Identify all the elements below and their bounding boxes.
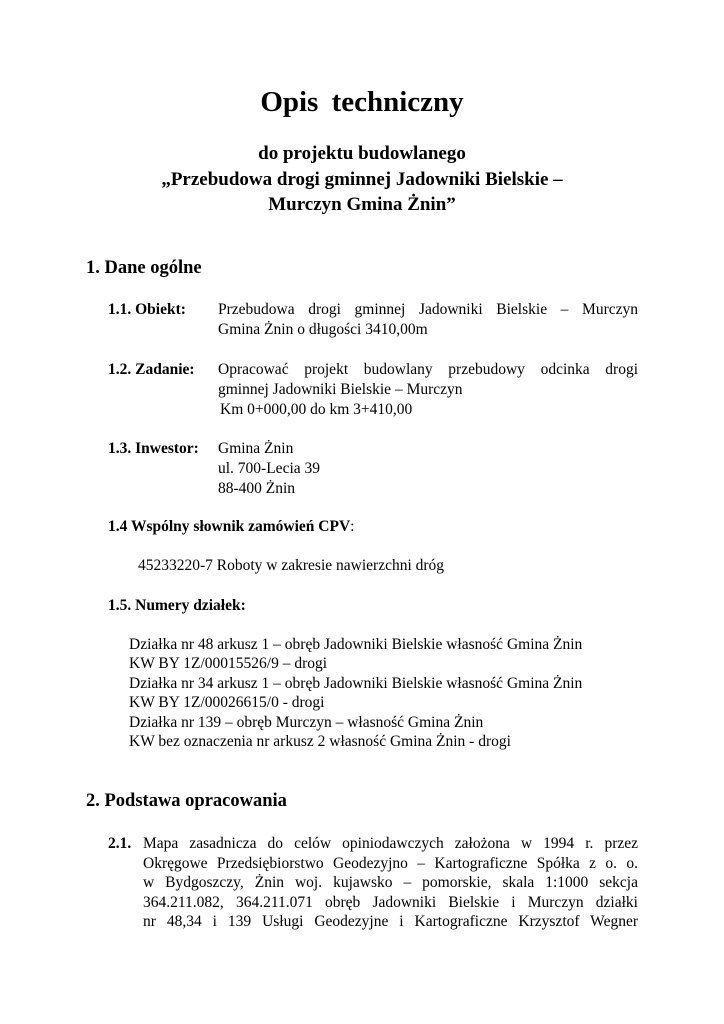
item-2-1-line-5: nr 48,34 i 139 Usługi Geodezyjne i Kartograficzne Krzysztof Wegner bbox=[143, 913, 638, 930]
item-2-1-line-3: w Bydgoszczy, Żnin woj. kujawsko – pomorskie, skala 1:1000 sekcja bbox=[143, 874, 638, 891]
subtitle-line-1: do projektu budowlanego bbox=[258, 143, 466, 164]
zadanie-label: 1.2. Zadanie: bbox=[108, 361, 195, 378]
dzialki-line-4: KW BY 1Z/00026615/0 - drogi bbox=[129, 694, 325, 711]
obiekt-label: 1.1. Obiekt: bbox=[108, 301, 186, 318]
inwestor-line-3: 88-400 Żnin bbox=[218, 480, 296, 497]
cpv-label: 1.4 Wspólny słownik zamówień CPV bbox=[108, 518, 351, 535]
item-2-1-line-4: 364.211.082, 364.211.071 obręb Jadowniki Bielskie i Murczyn działki bbox=[143, 894, 638, 911]
cpv-heading bbox=[108, 518, 354, 536]
dzialki-line-2: KW BY 1Z/00015526/9 – drogi bbox=[129, 655, 328, 672]
dzialki-line-1: Działka nr 48 arkusz 1 – obręb Jadowniki Bielskie własność Gmina Żnin bbox=[129, 636, 583, 653]
cpv-colon: : bbox=[350, 518, 355, 535]
inwestor-line-1: Gmina Żnin bbox=[218, 440, 294, 457]
inwestor-line-2: ul. 700-Lecia 39 bbox=[218, 460, 321, 477]
item-2-1-line-2: Okręgowe Przedsiębiorstwo Geodezyjno – Kartograficzne Spółka z o. o. bbox=[143, 855, 638, 872]
obiekt-line-2: Gmina Żnin o długości 3410,00m bbox=[218, 321, 428, 338]
zadanie-line-1: Opracować projekt budowlany przebudowy odcinka drogi bbox=[218, 361, 638, 378]
document-title: Opis techniczny bbox=[260, 86, 464, 118]
dzialki-line-6: KW bez oznaczenia nr arkusz 2 własność Gmina Żnin - drogi bbox=[129, 733, 511, 750]
zadanie-line-3: Km 0+000,00 do km 3+410,00 bbox=[220, 401, 413, 418]
cpv-value: 45233220-7 Roboty w zakresie nawierzchni dróg bbox=[138, 557, 445, 574]
dzialki-line-5: Działka nr 139 – obręb Murczyn – własność Gmina Żnin bbox=[129, 714, 484, 731]
obiekt-line-1: Przebudowa drogi gminnej Jadowniki Bielskie – Murczyn bbox=[218, 301, 638, 318]
dzialki-label: 1.5. Numery działek: bbox=[108, 597, 246, 614]
item-2-1-label: 2.1. bbox=[108, 835, 132, 852]
dzialki-line-3: Działka nr 34 arkusz 1 – obręb Jadowniki Bielskie własność Gmina Żnin bbox=[129, 675, 583, 692]
section-1-heading: 1. Dane ogólne bbox=[86, 258, 202, 278]
inwestor-label: 1.3. Inwestor: bbox=[108, 440, 199, 457]
item-2-1-line-1: Mapa zasadnicza do celów opiniodawczych założona w 1994 r. przez bbox=[143, 835, 638, 852]
subtitle-line-2: „Przebudowa drogi gminnej Jadowniki Bielskie – bbox=[161, 169, 563, 190]
subtitle-line-3: Murczyn Gmina Żnin” bbox=[268, 194, 456, 215]
zadanie-line-2: gminnej Jadowniki Bielskie – Murczyn bbox=[218, 381, 463, 398]
section-2-heading: 2. Podstawa opracowania bbox=[86, 791, 287, 811]
